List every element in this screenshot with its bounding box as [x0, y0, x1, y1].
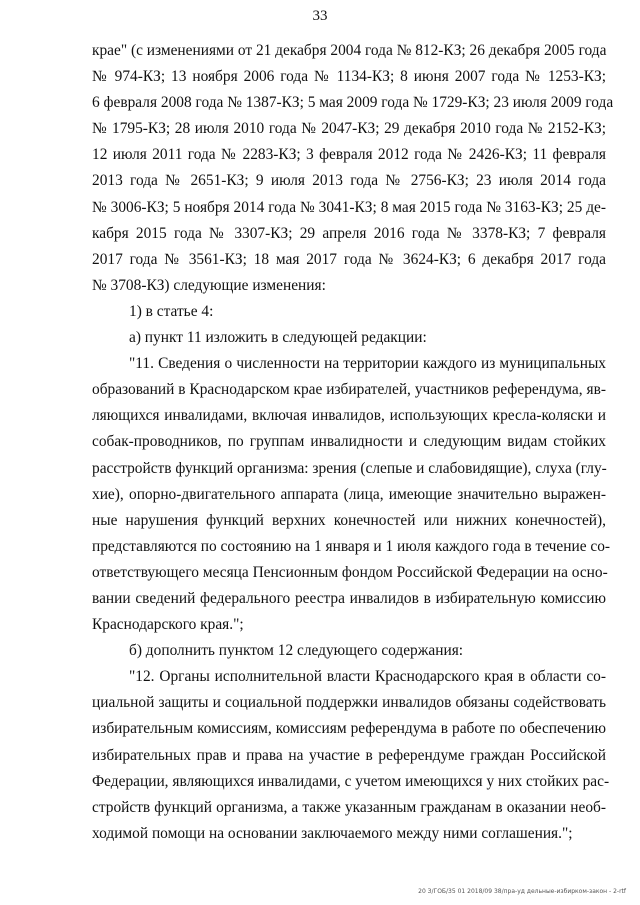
text-line: Краснодарского края.";: [92, 616, 244, 634]
text-line: ходимой помощи на основании заключаемого между ними соглашения.";: [92, 824, 573, 842]
text-line: вании сведений федерального реестра инвалидов в избирательную комиссию: [92, 589, 606, 607]
text-line: Федерации, являющихся инвалидами, с учетом имеющихся у них стойких рас-: [92, 772, 610, 790]
text-line: 2013 года № 2651-КЗ; 9 июля 2013 года № 2756-КЗ; 23 июля 2014 года: [92, 172, 606, 190]
text-line: циальной защиты и социальной поддержки инвалидов обязаны содействовать: [92, 694, 606, 712]
paragraph-article-4: [92, 299, 606, 325]
text-line: "12. Органы исполнительной власти Краснодарского края в области со-: [129, 668, 606, 686]
text-line: хие), опорно-двигательного аппарата (лица, имеющие значительно выражен-: [92, 485, 606, 503]
document-footer-code: 20 З/ГОБ/35 01 2018/09 38/пра-уд дельные-избирком-закон - 2-rtf: [418, 888, 626, 895]
text-line: образований в Краснодарском крае избирателей, участников референдума, яв-: [92, 381, 606, 399]
paragraph-item-b: [92, 638, 606, 664]
text-line: № 3006-КЗ; 5 ноября 2014 года № 3041-КЗ; 8 мая 2015 года № 3163-КЗ; 25 де-: [92, 198, 606, 216]
paragraph-point-11: [92, 351, 611, 638]
text-line: б) дополнить пунктом 12 следующего содержания:: [129, 642, 464, 660]
text-line: расстройств функций организма: зрения (слепые и слабовидящие), слуха (глу-: [92, 459, 607, 477]
text-line: ные нарушения функций верхних конечностей или нижних конечностей),: [92, 511, 606, 529]
text-line: а) пункт 11 изложить в следующей редакции:: [129, 329, 427, 347]
paragraph-amendments-list: [92, 38, 614, 299]
text-line: представляются по состоянию на 1 января и 1 июля каждого года в течение со-: [92, 537, 611, 555]
text-line: кабря 2015 года № 3307-КЗ; 29 апреля 2016 года № 3378-КЗ; 7 февраля: [92, 224, 606, 242]
text-line: собак-проводников, по группам инвалидности и следующим видам стойких: [92, 433, 606, 451]
paragraph-item-a: [92, 325, 606, 351]
text-line: № 3708-КЗ) следующие изменения:: [92, 276, 326, 294]
text-line: избирательных прав и права на участие в референдуме граждан Российской: [92, 746, 606, 764]
text-line: 6 февраля 2008 года № 1387-КЗ; 5 мая 2009 года № 1729-КЗ; 23 июля 2009 года: [92, 94, 614, 112]
text-line: № 1795-КЗ; 28 июля 2010 года № 2047-КЗ; 29 декабря 2010 года № 2152-КЗ;: [92, 120, 606, 138]
text-line: № 974-КЗ; 13 ноября 2006 года № 1134-КЗ; 8 июня 2007 года № 1253-КЗ;: [92, 68, 606, 86]
text-line: стройств функций организма, а также указанным гражданам в оказании необ-: [92, 798, 606, 816]
text-line: "11. Сведения о численности на территории каждого из муниципальных: [129, 355, 606, 373]
text-line: избирательным комиссиям, комиссиям референдума в работе по обеспечению: [92, 720, 606, 738]
document-body: [92, 38, 614, 847]
text-line: крае" (с изменениями от 21 декабря 2004 года № 812-КЗ; 26 декабря 2005 года: [92, 42, 607, 59]
text-line: 2017 года № 3561-КЗ; 18 мая 2017 года № 3624-КЗ; 6 декабря 2017 года: [92, 250, 606, 268]
text-line: 12 июля 2011 года № 2283-КЗ; 3 февраля 2012 года № 2426-КЗ; 11 февраля: [92, 146, 606, 164]
text-line: ответствующего месяца Пенсионным фондом Российской Федерации на осно-: [92, 563, 608, 581]
text-line: ляющихся инвалидами, включая инвалидов, использующих кресла-коляски и: [92, 407, 606, 425]
paragraph-point-12: [92, 664, 610, 847]
text-line: 1) в статье 4:: [129, 302, 214, 320]
page-number: 33: [312, 8, 328, 24]
